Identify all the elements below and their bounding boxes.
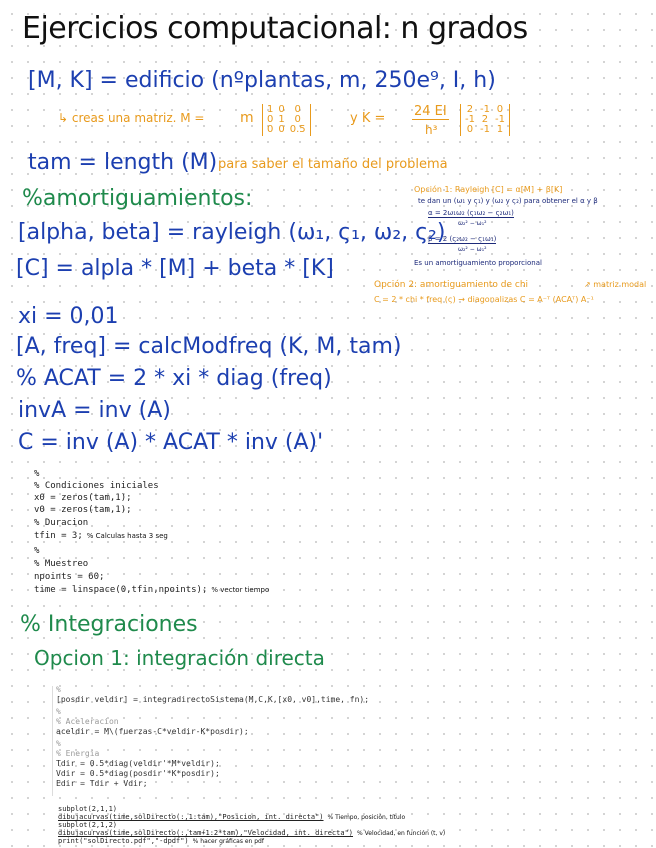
code-line: x0 = zeros(tam,1); [34, 493, 132, 503]
matriz-modal-note: ↗ matriz modal [584, 280, 647, 289]
k-factor-denominator: h³ [425, 123, 438, 137]
code-line: subplot(2,1,2) [58, 821, 118, 829]
tfin-code: tfin = 3; [34, 531, 83, 541]
alpha-formula: α = 2ω₁ω₂ (ς₁ω₂ − ς₂ω₁) [428, 209, 514, 217]
code-line: % [56, 685, 61, 694]
matrix-k: 2 -1 0 -1 2 -1 0 -1 1 [460, 104, 510, 136]
rayleigh-line: [alpha, beta] = rayleigh (ω₁, ς₁, ω₂, ς₂) [18, 220, 446, 245]
plot-velocity-note: % Velocidad, en función (t, v) [357, 830, 446, 837]
code-line: % Duracion [34, 518, 89, 528]
print-note: % hacer gráficas en pdf [192, 838, 264, 845]
amortiguamientos-header: %amortiguamientos: [22, 186, 253, 211]
c-final-line: C = inv (A) * ACAT * inv (A)' [18, 430, 324, 455]
code-line: aceldir = M\(fuerzas-C*veldir-K*posdir); [56, 727, 249, 736]
plot-position-code: dibujacurvas(time,solDirecto(:,1:tam),"Posicion, int. directa") [58, 813, 324, 821]
code-line: npoints = 60; [34, 572, 105, 582]
code-line-plot-velocity [58, 830, 445, 837]
k-factor-numerator: 24 EI [414, 104, 447, 119]
code-line: v0 = zeros(tam,1); [34, 505, 132, 515]
integraciones-header: % Integraciones [20, 612, 198, 637]
print-code: print("solDirecto.pdf","-dpdf") [58, 837, 189, 845]
plot-position-note: % Tiempo, posición, título [327, 814, 406, 821]
code-line-tfin [34, 532, 168, 541]
code-line: Tdir = 0.5*diag(veldir'*M*veldir); [56, 759, 220, 768]
matrix-note: ↳ creas una matriz. M = [58, 111, 205, 125]
code-gutter [40, 686, 53, 796]
code-line: % Muestreo [34, 559, 89, 569]
opcion1-integracion-directa: Opcion 1: integración directa [34, 646, 325, 670]
proportional-note: Es un amortiguamiento proporcional [414, 259, 542, 267]
acat-line: % ACAT = 2 * xi * diag (freq) [16, 366, 332, 391]
tfin-handnote: % Calculas hasta 3 seg [86, 532, 168, 540]
code-line: subplot(2,1,1) [58, 805, 118, 813]
integration-code-panel [40, 686, 400, 796]
edificio-line: [M, K] = edificio (nºplantas, m, 250e⁹, I, h) [28, 68, 496, 93]
xi-line: xi = 0,01 [18, 304, 119, 329]
code-line: % [56, 739, 61, 748]
code-line-plot-position [58, 814, 405, 821]
code-line: % Energia [56, 749, 100, 758]
inva-line: invA = inv (A) [18, 398, 171, 423]
plot-velocity-code: dibujacurvas(time,solDirecto(:,tam+1:2*tam),"Velocidad, int. directa") [58, 829, 354, 837]
opcion1-desc: te dan un (ω₁ y ς₁) y (ω₂ y ς₂) para obtener el α y β [418, 197, 598, 205]
m-factor: m [240, 110, 254, 126]
code-line: % [34, 546, 40, 556]
opcion1-rayleigh-title: Opción 1: Rayleigh [C] = α[M] + β[K] [414, 185, 563, 194]
opcion2-title: Opción 2: amortiguamiento de chi [374, 280, 529, 290]
code-line-time [34, 586, 269, 595]
alpha-denominator: ω₂² − ω₁² [458, 220, 487, 227]
code-line: % Aceleracion [56, 717, 119, 726]
matrix-m: 1 0 0 0 1 0 0 0 0.5 [262, 104, 311, 136]
page-title: Ejercicios computacional: n grados [22, 11, 528, 46]
time-handnote: % vector tiempo [211, 586, 270, 594]
code-line: % Condiciones iniciales [34, 481, 159, 491]
code-line-print [58, 838, 264, 845]
damping-c-line: [C] = alpla * [M] + beta * [K] [16, 256, 334, 281]
tam-note: para saber el tamaño del problema [218, 157, 448, 172]
opcion2-formula: C = 2 * chi * freq (ς) → diagonalizas C = A⁻ᵀ (ACAᵀ) A⁻¹ [374, 295, 594, 304]
code-line: % [34, 469, 40, 479]
beta-formula: β = 2 (ς₂ω₂ − ς₁ω₁) [428, 235, 497, 243]
code-line: Edir = Tdir + Vdir; [56, 779, 148, 788]
beta-denominator: ω₂² − ω₁² [458, 246, 487, 253]
time-code: time = linspace(0,tfin,npoints); [34, 585, 208, 595]
code-line: Vdir = 0.5*diag(posdir'*K*posdir); [56, 769, 220, 778]
calcmod-line: [A, freq] = calcModfreq (K, M, tam) [16, 334, 402, 359]
tam-line: tam = length (M) [28, 150, 218, 175]
code-line: [posdir veldir] = integradirectoSistema(M,C,K,[x0, v0],time, fn); [56, 695, 370, 704]
code-line: % [56, 707, 61, 716]
and-k-label: y K = [350, 111, 386, 126]
